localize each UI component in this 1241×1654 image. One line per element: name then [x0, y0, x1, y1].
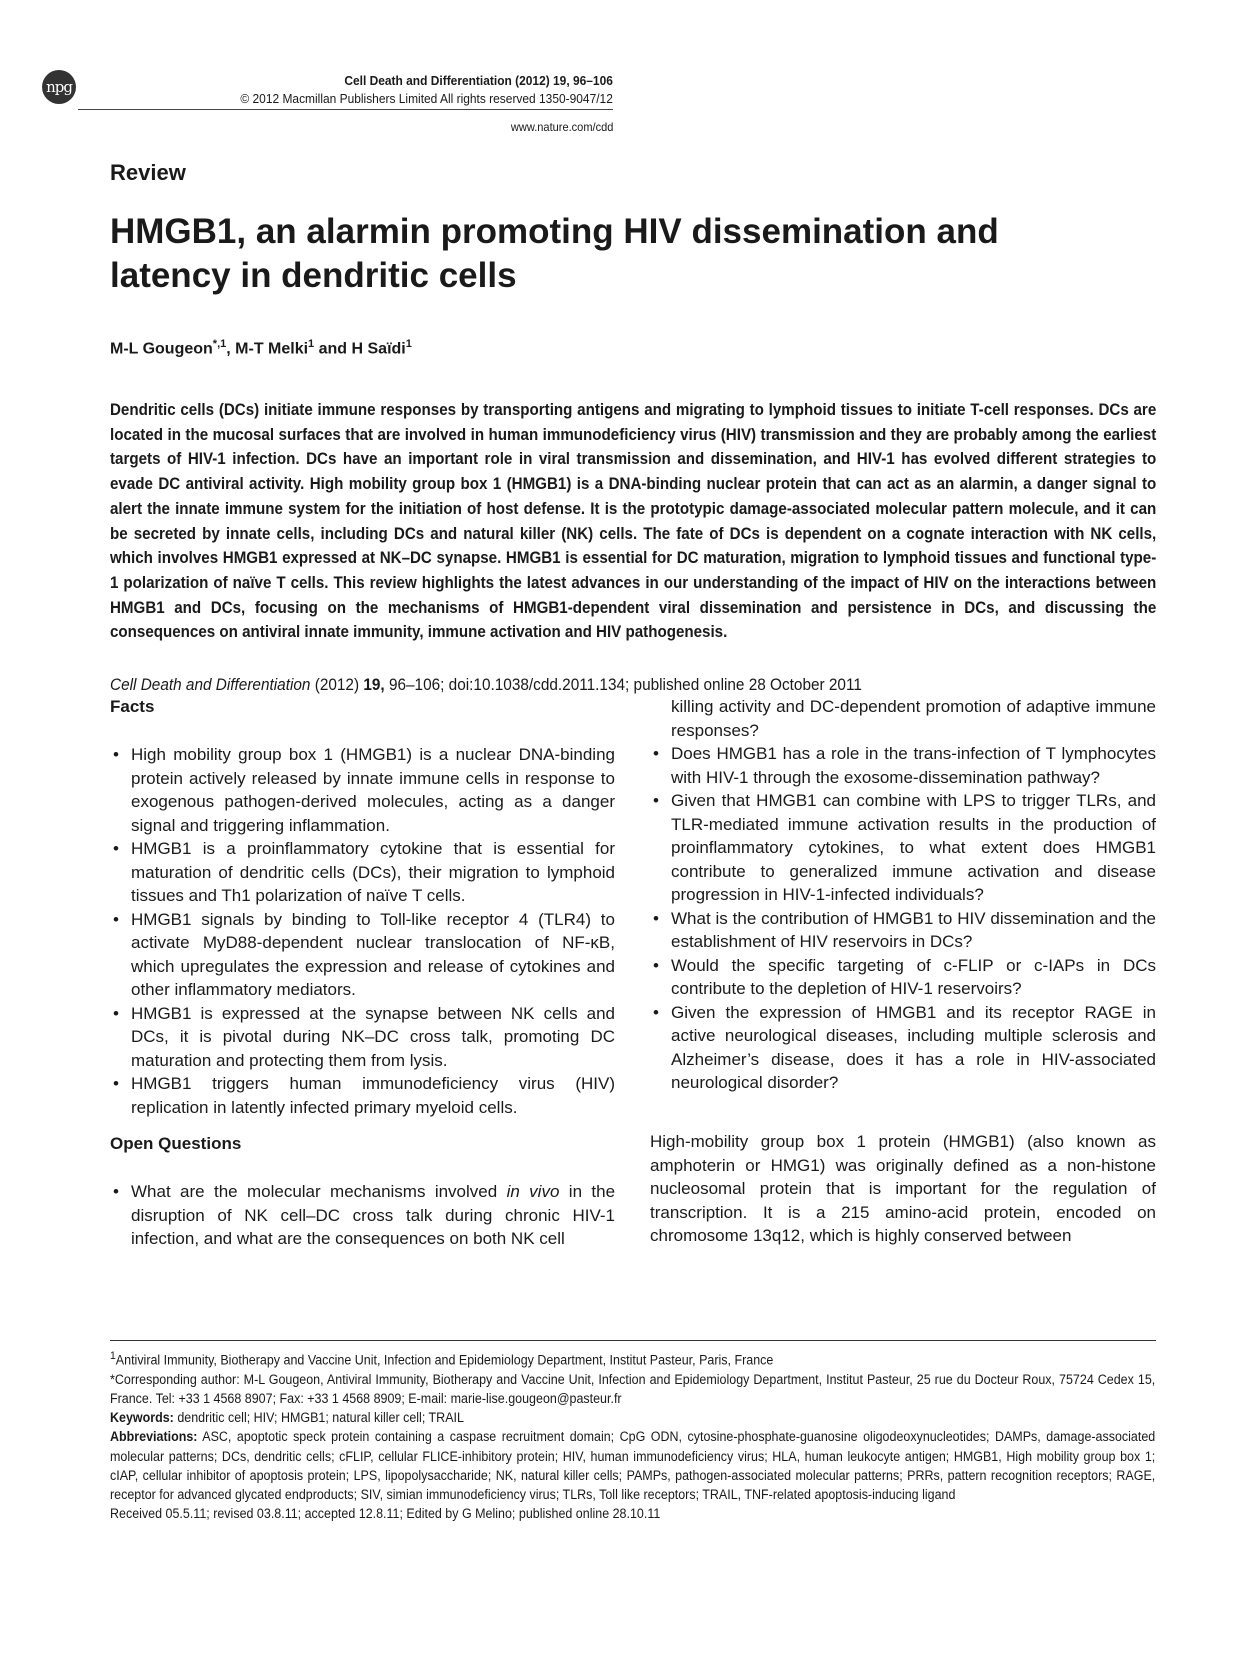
abbreviations-label: Abbreviations:: [110, 1429, 198, 1445]
question-continuation: killing activity and DC-dependent promotion of adaptive immune responses?: [671, 697, 1156, 740]
author-name: M-L Gougeon: [110, 340, 213, 358]
copyright-line: © 2012 Macmillan Publishers Limited All rights reserved 1350-9047/12: [240, 91, 613, 106]
intro-paragraph: High-mobility group box 1 protein (HMGB1) (also known as amphoterin or HMG1) was originally defined as a non-histone nucleosomal protein that is important for the regulation of transcription. It is a 215 amino-acid protein, encoded on chromosome 13q12, which is highly conserved between: [650, 1132, 1156, 1245]
question-item: • What is the contribution of HMGB1 to HIV dissemination and the establishment of HIV reservoirs in DCs?: [650, 907, 1156, 954]
question-text: in the disruption of NK cell–DC cross talk during chronic HIV-1 infection, and what are the consequences on both NK cell: [131, 1182, 616, 1248]
abstract: Dendritic cells (DCs) initiate immune responses by transporting antigens and migrating to lymphoid tissues to initiate T-cell responses. DCs are located in the mucosal surfaces that are involved in human immunodeficiency virus (HIV) transmission and they are probably among the earliest targets of HIV-1 infection. DCs have an important role in viral transmission and dissemination, and HIV-1 has evolved different strategies to evade DC antiviral activity. High mobility group box 1 (HMGB1) is a DNA-binding nuclear protein that can act as an alarmin, a danger signal to alert the innate immune system for the initiation of host defense. It is the prototypic damage-associated molecular pattern molecule, and it can be secreted by innate cells, including DCs and natural killer (NK) cells. The fate of DCs is dependent on a cognate interaction with NK cells, which involves HMGB1 expressed at NK–DC synapse. HMGB1 is essential for DC maturation, migration to lymphoid tissues and functional type-1 polarization of naïve T cells. This review highlights the latest advances in our understanding of the impact of HIV on the interactions between HMGB1 and DCs, focusing on the mechanisms of HMGB1-dependent viral dissemination and persistence in DCs, and discussing the consequences on antiviral innate immunity, immune activation and HIV pathogenesis.: [110, 401, 1157, 642]
keywords-note: [110, 1408, 1155, 1427]
fact-item: • HMGB1 signals by binding to Toll-like receptor 4 (TLR4) to activate MyD88-dependent nuclear translocation of NF-κB, which upregulates the expression and release of cytokines and other inflammatory mediators.: [110, 908, 615, 1002]
header-rule: [78, 109, 613, 110]
facts-heading: Facts: [110, 697, 155, 716]
abbreviations-text: ASC, apoptotic speck protein containing a caspase recruitment domain; CpG ODN, cytosine-phosphate-guanosine oligodeoxynucleotides; DAMPs, damage-associated molecular patterns; DCs, dendritic cells; cFLIP, cellular FLICE-inhibitory protein; HIV, human immunodeficiency virus; HLA, human leukocyte antigen; HMGB1, High mobility group box 1; cIAP, cellular inhibitor of apoptosis protein; LPS, lipopolysaccharide; NK, natural killer cells; PAMPs, pathogen-associated molecular patterns; PRRs, pattern recognition receptors; RAGE, receptor for advanced glycated endproducts; SIV, simian immunodeficiency virus; TLRs, Toll like receptors; TRAIL, TNF-related apoptosis-inducing ligand: [110, 1429, 1156, 1502]
question-item: • Does HMGB1 has a role in the trans-infection of T lymphocytes with HIV-1 through the exosome-dissemination pathway?: [650, 742, 1156, 789]
open-questions-list: [110, 1180, 615, 1251]
section-label: Review: [110, 160, 186, 185]
footnote-rule: [110, 1340, 1156, 1341]
fact-item: • HMGB1 is a proinflammatory cytokine that is essential for maturation of dendritic cells (DCs), their migration to lymphoid tissues and Th1 polarization of naïve T cells.: [110, 837, 615, 908]
citation-details: 96–106; doi:10.1038/cdd.2011.134; published online 28 October 2011: [384, 676, 862, 694]
abbreviations-note: [110, 1427, 1155, 1504]
citation-journal: Cell Death and Differentiation: [110, 676, 311, 694]
article-title: HMGB1, an alarmin promoting HIV dissemination and latency in dendritic cells: [110, 212, 999, 295]
affiliation-note: [110, 1347, 1155, 1370]
fact-item: • HMGB1 triggers human immunodeficiency virus (HIV) replication in latently infected primary myeloid cells.: [110, 1072, 615, 1119]
journal-url[interactable]: www.nature.com/cdd: [510, 120, 613, 134]
fact-item: • HMGB1 is expressed at the synapse between NK cells and DCs, it is pivotal during NK–DC cross talk, promoting DC maturation and protecting them from lysis.: [110, 1002, 615, 1073]
corresponding-author-note: *Corresponding author: M-L Gougeon, Antiviral Immunity, Biotherapy and Vaccine Unit, Infection and Epidemiology Department, Institut Pasteur, 25 rue du Docteur Roux, 75724 Cedex 15, France. Tel: +33 1 4568 8907; Fax: +33 1 4568 8909; E-mail: marie-lise.gougeon@pasteur.fr: [110, 1371, 1156, 1406]
fact-item: • High mobility group box 1 (HMGB1) is a nuclear DNA-binding protein actively released by innate immune cells in response to exogenous pathogen-derived molecules, acting as a danger signal and triggering inflammation.: [110, 743, 615, 837]
journal-citation-header: Cell Death and Differentiation (2012) 19, 96–106: [344, 73, 613, 88]
facts-list: [110, 743, 615, 1119]
citation-volume: 19,: [363, 676, 385, 694]
author-affiliation-mark: *,1: [212, 338, 227, 350]
author-list: [110, 338, 412, 358]
question-item: • Would the specific targeting of c-FLIP or c-IAPs in DCs contribute to the depletion of HIV-1 reservoirs?: [650, 954, 1156, 1001]
citation-year: (2012): [310, 676, 364, 694]
author-name: and H Saïdi: [314, 340, 406, 358]
open-questions-list-continued: [650, 742, 1156, 1095]
open-questions-heading: Open Questions: [110, 1134, 242, 1153]
question-item: • Given the expression of HMGB1 and its receptor RAGE in active neurological diseases, including multiple sclerosis and Alzheimer’s disease, does it has a role in HIV-associated neurological disorder?: [650, 1001, 1156, 1095]
footnotes: [110, 1347, 1155, 1523]
received-dates-note: Received 05.5.11; revised 03.8.11; accepted 12.8.11; Edited by G Melino; published online 28.10.11: [110, 1506, 661, 1522]
question-text: What are the molecular mechanisms involved: [131, 1182, 507, 1201]
affiliation-text: Antiviral Immunity, Biotherapy and Vaccine Unit, Infection and Epidemiology Department, Institut Pasteur, Paris, France: [115, 1352, 774, 1368]
question-item: [110, 1180, 615, 1251]
article-citation: [110, 676, 862, 695]
question-item: • Given that HMGB1 can combine with LPS to trigger TLRs, and TLR-mediated immune activation results in the production of proinflammatory cytokines, to what extent does HMGB1 contribute to generalized immune activation and disease progression in HIV-1-infected individuals?: [650, 789, 1156, 907]
question-emphasis: in vivo: [506, 1182, 560, 1201]
author-name: , M-T Melki: [226, 340, 309, 358]
affiliation-mark: 1: [110, 1350, 116, 1362]
author-affiliation-mark: 1: [405, 338, 412, 350]
npg-logo: npg: [42, 70, 76, 104]
keywords-text: dendritic cell; HIV; HMGB1; natural killer cell; TRAIL: [173, 1410, 464, 1426]
keywords-label: Keywords:: [110, 1410, 174, 1426]
author-affiliation-mark: 1: [308, 338, 315, 350]
